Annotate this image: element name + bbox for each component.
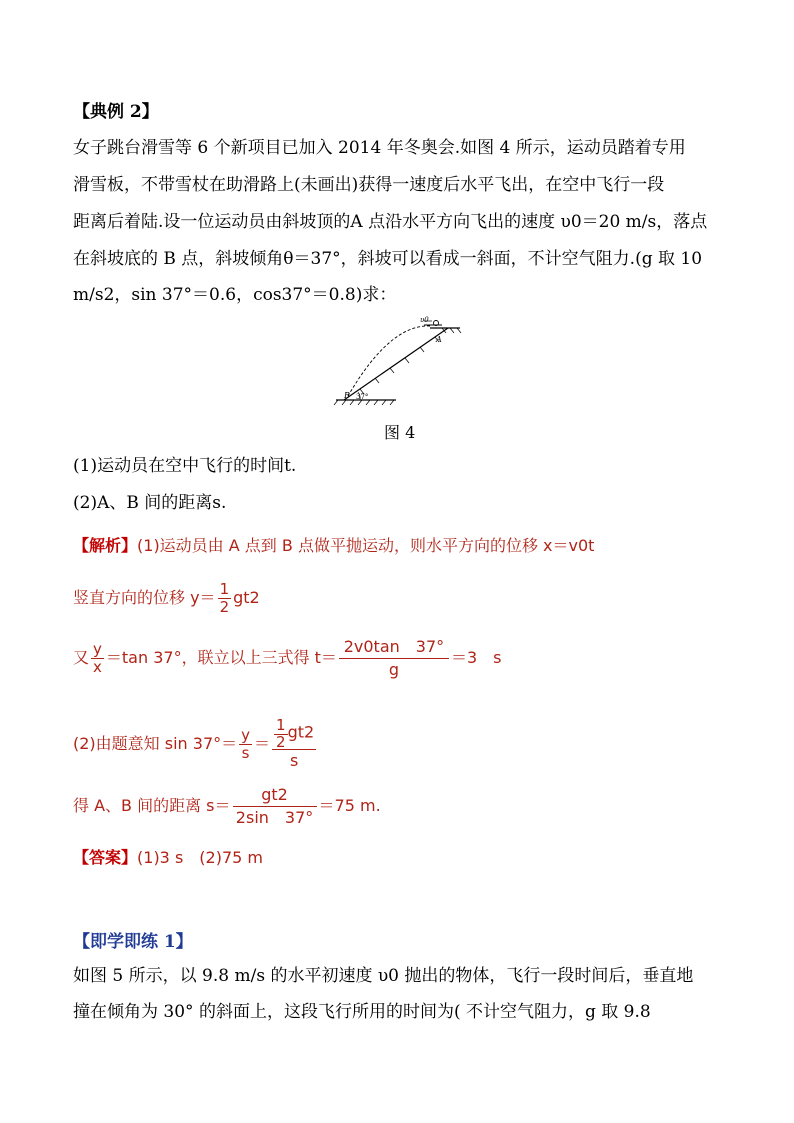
example-heading: 【典例 2】 [73, 102, 159, 122]
angle-label: 37° [356, 393, 369, 401]
point-a-label: A [436, 335, 442, 344]
practice-heading: 【即学即练 1】 [73, 932, 193, 952]
solution-line-5: 得 A、B 间的距离 s＝ $\frac{gt2}{2\sin 37^\circ}$ ＝75 m. [73, 785, 381, 827]
fraction-y-over-x: $\frac{y}{x}$ [93, 640, 102, 676]
problem-line-2: 滑雪板，不带雪杖在助滑路上(未画出)获得一速度后水平飞出，在空中飞行一段 [73, 175, 665, 195]
answer-line: 【答案】(1)3 s (2)75 m [73, 848, 263, 867]
problem-line-4: 在斜坡底的 B 点，斜坡倾角θ＝37°，斜坡可以看成一斜面，不计空气阻力.(g 取 10 [73, 249, 703, 269]
practice-line-1: 如图 5 所示，以 9.8 m/s 的水平初速度 υ0 抛出的物体，飞行一段时间后，垂直地 [73, 966, 694, 986]
answer-label: 【答案】 [73, 848, 138, 867]
problem-line-3: 距离后着陆.设一位运动员由斜坡顶的A 点沿水平方向飞出的速度 υ0＝20 m/s，落点 [73, 212, 708, 232]
question-2: (2)A、B 间的距离s. [73, 493, 227, 513]
fraction-half: $\frac{1}{2}$ [219, 580, 230, 616]
figure-caption: 图 4 [384, 423, 416, 442]
solution-line-3: 又 $\frac{y}{x}$ ＝tan 37°，联立以上三式得 t＝ $\frac{2v0\tan 37^\circ}{g}$ ＝3 s [73, 637, 502, 679]
slope-figure [330, 312, 470, 412]
question-1: (1)运动员在空中飞行的时间t. [73, 456, 297, 476]
fraction-distance: $\frac{gt2}{2\sin 37^\circ}$ [233, 784, 317, 829]
v0-label: υ0 [420, 316, 429, 324]
fraction-y-over-s: $\frac{y}{s}$ [241, 726, 251, 762]
point-b-label: B [344, 391, 350, 400]
problem-line-5: m/s2，sin 37°＝0.6，cos37°＝0.8)求： [73, 285, 397, 305]
fraction-time: $\frac{2v0\tan 37^\circ}{g}$ [339, 636, 449, 681]
problem-line-1: 女子跳台滑雪等 6 个新项目已加入 2014 年冬奥会.如图 4 所示，运动员踏着专用 [73, 138, 686, 158]
slope-hatch [360, 337, 439, 394]
solution-line-2: 竖直方向的位移 y＝ $\frac{1}{2}$ gt2 [73, 580, 260, 616]
solution-label: 【解析】 [73, 536, 138, 555]
solution-line-1: 【解析】(1)运动员由 A 点到 B 点做平抛运动，则水平方向的位移 x＝v0t [73, 536, 595, 555]
solution-line-4: (2)由题意知 sin 37°＝ $\frac{y}{s}$ ＝ $\frac{1}{2}$ gt2 s [73, 716, 315, 770]
trajectory-path [348, 326, 430, 396]
practice-line-2: 撞在倾角为 30° 的斜面上，这段飞行所用的时间为( 不计空气阻力，g 取 9.8 [73, 1002, 651, 1022]
fraction-compound: $\frac{1}{2}$ gt2 s [272, 717, 316, 772]
slope-line [344, 328, 448, 400]
